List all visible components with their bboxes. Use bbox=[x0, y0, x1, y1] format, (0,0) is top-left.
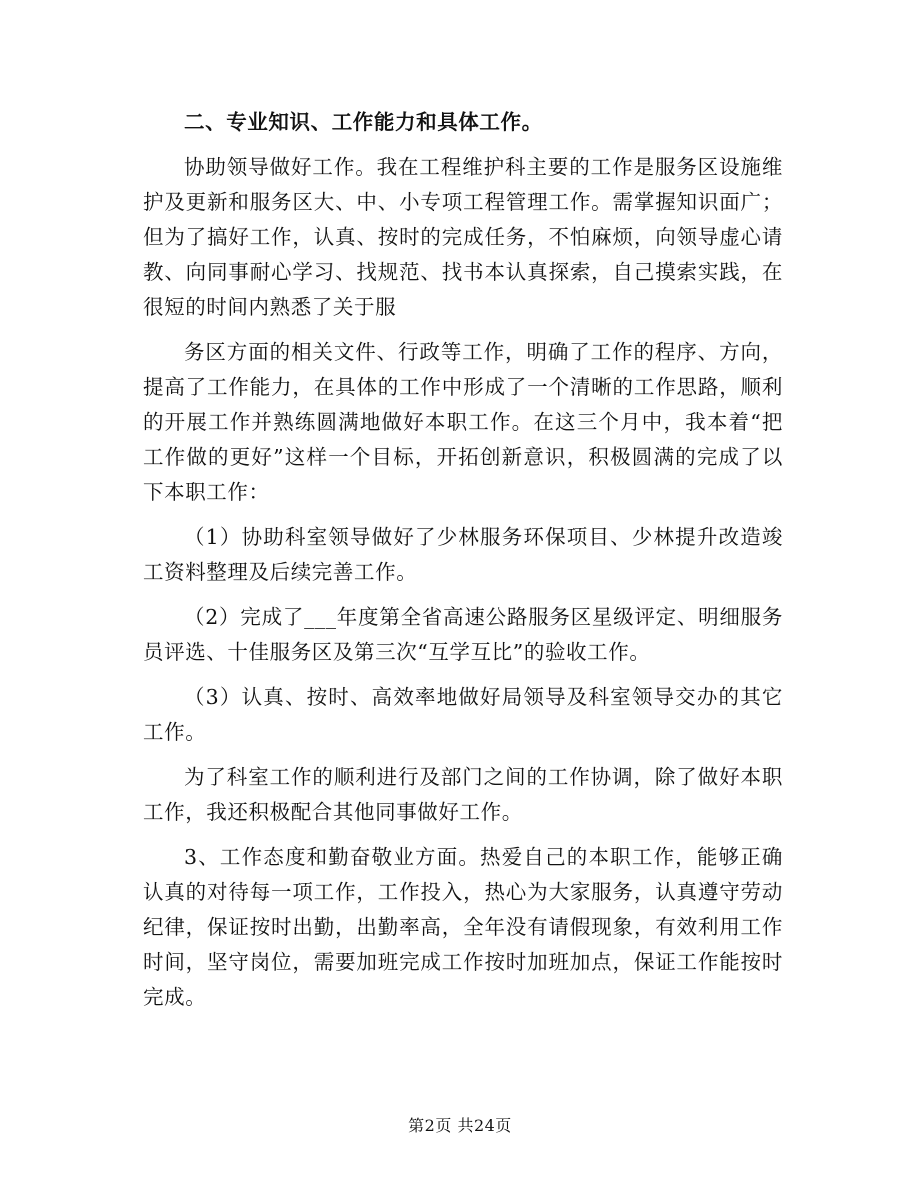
paragraph-5: （3）认真、按时、高效率地做好局领导及科室领导交办的其它工作。 bbox=[143, 685, 783, 744]
document-body bbox=[143, 105, 783, 1015]
paragraph-1: 协助领导做好工作。我在工程维护科主要的工作是服务区设施维护及更新和服务区大、中、小专项工程管理工作。需掌握知识面广；但为了搞好工作，认真、按时的完成任务，不怕麻烦，向领导虚心请教、向同事耐心学习、找规范、找书本认真探索，自己摸索实践，在很短的时间内熟悉了关于服 bbox=[143, 155, 783, 319]
paragraph-4: （2）完成了___年度第全省高速公路服务区星级评定、明细服务员评选、十佳服务区及第三次“互学互比”的验收工作。 bbox=[143, 605, 783, 664]
paragraph-2: 务区方面的相关文件、行政等工作，明确了工作的程序、方向，提高了工作能力，在具体的工作中形成了一个清晰的工作思路，顺利的开展工作并熟练圆满地做好本职工作。在这三个月中，我本着“把工作做的更好”这样一个目标，开拓创新意识，积极圆满的完成了以下本职工作： bbox=[143, 340, 783, 504]
page-number-footer: 第2页 共24页 bbox=[408, 1116, 512, 1135]
section-heading: 二、专业知识、工作能力和具体工作。 bbox=[184, 110, 543, 134]
paragraph-7: 3、工作态度和勤奋敬业方面。热爱自己的本职工作，能够正确认真的对待每一项工作，工作投入，热心为大家服务，认真遵守劳动纪律，保证按时出勤，出勤率高，全年没有请假现象，有效利用工作时间，坚守岗位，需要加班完成工作按时加班加点，保证工作能按时完成。 bbox=[143, 845, 783, 1009]
paragraph-6: 为了科室工作的顺利进行及部门之间的工作协调，除了做好本职工作，我还积极配合其他同事做好工作。 bbox=[143, 765, 783, 824]
paragraph-3: （1）协助科室领导做好了少林服务环保项目、少林提升改造竣工资料整理及后续完善工作。 bbox=[143, 525, 783, 584]
